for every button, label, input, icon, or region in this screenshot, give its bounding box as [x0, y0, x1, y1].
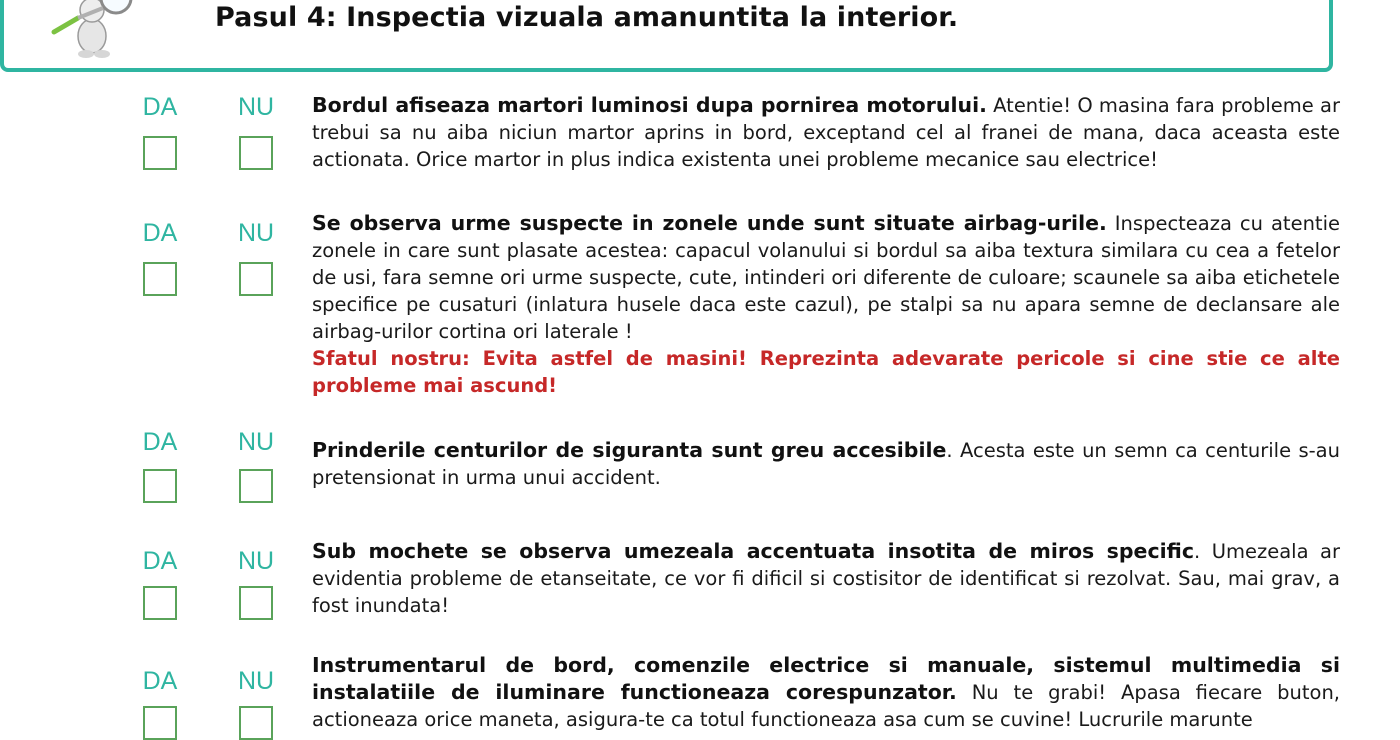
yes-checkbox[interactable]: [143, 586, 177, 620]
yes-option: [130, 666, 190, 696]
no-option: [226, 92, 286, 122]
no-checkbox[interactable]: [239, 136, 273, 170]
item-description: Inspecteaza cu atentie zonele in care sunt plasate acestea: capacul volanului si bordul sa aiba textura similara cu cea a fetelor de usi, fara semne ori urme suspecte, cute, intinderi ori diferente de culoare; scaunele sa aiba etichetele specifice pe cusaturi (inlatura husele daca este cazul), pe stalpi sa nu apara semne de declansare ale airbag-urilor cortina ori laterale !: [312, 212, 1340, 343]
yes-label: DA: [142, 547, 178, 575]
item-text: [312, 652, 1340, 733]
yes-checkbox[interactable]: [143, 469, 177, 503]
item-heading: Se observa urme suspecte in zonele unde sunt situate airbag-urile.: [312, 211, 1107, 235]
item-text: [312, 92, 1340, 173]
yes-label: DA: [142, 219, 178, 247]
yes-option: [130, 218, 190, 248]
no-checkbox[interactable]: [239, 262, 273, 296]
no-label: NU: [237, 667, 275, 695]
no-label: NU: [237, 547, 275, 575]
no-option: [226, 218, 286, 248]
advice-text: Sfatul nostru: Evita astfel de masini! Reprezinta adevarate pericole si cine stie ce alte probleme mai ascund!: [312, 347, 1340, 397]
yes-option: [130, 92, 190, 122]
item-description: . Umezeala ar evidentia probleme de etanseitate, ce vor fi dificil si costisitor de identificat si rezolvat. Sau, mai grav, a fost inundata!: [312, 540, 1340, 617]
yes-label: DA: [142, 93, 178, 121]
magnifier-mascot-icon: [48, 0, 138, 58]
no-option: [226, 666, 286, 696]
no-checkbox[interactable]: [239, 469, 273, 503]
item-description: . Acesta este un semn ca centurile s-au pretensionat in urma unui accident.: [312, 439, 1340, 489]
yes-label: DA: [142, 428, 178, 456]
no-label: NU: [237, 428, 275, 456]
item-heading: Sub mochete se observa umezeala accentuata insotita de miros specific: [312, 539, 1194, 563]
yes-option: [130, 427, 190, 457]
no-label: NU: [237, 93, 275, 121]
item-description: Atentie! O masina fara probleme ar trebui sa nu aiba niciun martor aprins in bord, exceptand cel al franei de mana, daca aceasta este actionata. Orice martor in plus indica existenta unei probleme mecanice sau electrice!: [312, 94, 1340, 171]
item-description: Nu te grabi! Apasa fiecare buton, actioneaza orice maneta, asigura-te ca totul functioneaza asa cum se cuvine! Lucrurile marunte: [312, 681, 1341, 731]
no-label: NU: [237, 219, 275, 247]
yes-checkbox[interactable]: [143, 136, 177, 170]
yes-checkbox[interactable]: [143, 262, 177, 296]
no-option: [226, 546, 286, 576]
item-heading: Bordul afiseaza martori luminosi dupa pornirea motorului.: [312, 93, 987, 117]
item-heading: Prinderile centurilor de siguranta sunt greu accesibile: [312, 438, 947, 462]
item-heading: Instrumentarul de bord, comenzile electrice si manuale, sistemul multimedia si instalatiile de iluminare functioneaza corespunzator.: [312, 653, 1340, 704]
page-title: Pasul 4: Inspectia vizuala amanuntita la interior.: [215, 2, 959, 33]
item-text: [312, 437, 1340, 491]
no-option: [226, 427, 286, 457]
yes-label: DA: [142, 667, 178, 695]
item-text: [312, 210, 1340, 399]
no-checkbox[interactable]: [239, 586, 273, 620]
item-text: [312, 538, 1340, 619]
yes-option: [130, 546, 190, 576]
